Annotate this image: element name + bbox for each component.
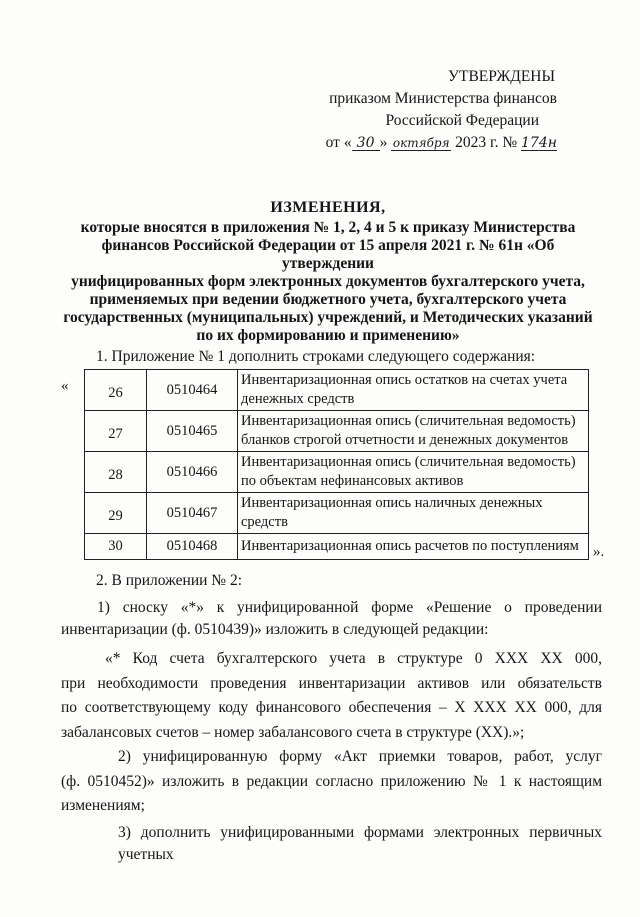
row-description: Инвентаризационная опись остатков на счетах учета денежных средств bbox=[238, 370, 589, 411]
approved-line2: Российской Федерации bbox=[385, 112, 539, 129]
title-line-2: финансов Российской Федерации от 15 апреля 2021 г. № 61н «Об утверждении bbox=[101, 237, 555, 272]
row-code: 0510467 bbox=[147, 493, 238, 534]
row-number: 28 bbox=[85, 452, 147, 493]
date-prefix: от « bbox=[325, 134, 352, 151]
row-code: 0510468 bbox=[147, 534, 238, 560]
footnote-text bbox=[61, 647, 602, 745]
title-line-4: применяемых при ведении бюджетного учета, бухгалтерского учета bbox=[89, 291, 567, 308]
subitem-2 bbox=[61, 745, 602, 819]
quote-close: ». bbox=[593, 544, 605, 560]
row-description: Инвентаризационная опись (сличительная ведомость) бланков строгой отчетности и денежных документов bbox=[238, 411, 589, 452]
table-row bbox=[85, 493, 589, 534]
item-1-text: 1. Приложение № 1 дополнить строками следующего содержания: bbox=[96, 348, 536, 365]
row-description: Инвентаризационная опись наличных денежных средств bbox=[238, 493, 589, 534]
handwritten-order-no: 174н bbox=[521, 135, 557, 151]
subitem-1 bbox=[61, 597, 602, 641]
table-row bbox=[85, 534, 589, 560]
row-number: 26 bbox=[85, 370, 147, 411]
row-number: 30 bbox=[85, 534, 147, 560]
footnote-line-2: при необходимости проведения инвентаризации активов или обязательств bbox=[61, 674, 602, 692]
row-description: Инвентаризационная опись расчетов по поступлениям bbox=[238, 534, 589, 560]
subitem-1-line-2: инвентаризации (ф. 0510439)» изложить в следующей редакции: bbox=[61, 621, 489, 638]
date-mid: » bbox=[379, 134, 388, 151]
footnote-line-1: «* Код счета бухгалтерского учета в структуре 0 XXX XX 000, bbox=[105, 650, 602, 667]
subitem-3-line-1: 3) дополнить унифицированными формами электронных первичных учетных bbox=[118, 824, 602, 863]
table-row bbox=[85, 370, 589, 411]
footnote-line-3: по соответствующему коду финансового обеспечения – X XXX XX 000, для bbox=[61, 699, 602, 716]
footnote-line-4: забалансовых счетов – номер забалансового счета в структуре (XX).»; bbox=[61, 723, 525, 741]
date-year: 2023 г. № bbox=[455, 134, 518, 151]
table-row bbox=[85, 411, 589, 452]
title-line-5: государственных (муниципальных) учреждений, и Методических указаний bbox=[63, 309, 593, 326]
row-description: Инвентаризационная опись (сличительная ведомость) по объектам нефинансовых активов bbox=[238, 452, 589, 493]
title-line-3: унифицированных форм электронных документов бухгалтерского учета, bbox=[71, 273, 585, 290]
subitem-1-line-1: 1) сноску «*» к унифицированной форме «Решение о проведении bbox=[97, 599, 602, 616]
forms-table bbox=[84, 369, 589, 560]
subitem-2-line-1: 2) унифицированную форму «Акт приемки товаров, работ, услуг bbox=[118, 748, 602, 765]
item-2-text: 2. В приложении № 2: bbox=[96, 572, 243, 589]
row-number: 27 bbox=[85, 411, 147, 452]
title-heading: ИЗМЕНЕНИЯ, bbox=[270, 199, 386, 216]
row-code: 0510464 bbox=[147, 370, 238, 411]
approved-line1: приказом Министерства финансов bbox=[329, 90, 557, 107]
subitem-2-line-2: (ф. 0510452)» изложить в редакции согласно приложению № 1 к настоящим bbox=[61, 772, 602, 790]
approved-date-line bbox=[326, 132, 557, 154]
row-number: 29 bbox=[85, 493, 147, 534]
title-line-6: по их формированию и применению» bbox=[196, 327, 460, 344]
approval-block bbox=[326, 66, 557, 154]
row-code: 0510466 bbox=[147, 452, 238, 493]
title-line-1: которые вносятся в приложения № 1, 2, 4 и 5 к приказу Министерства bbox=[80, 219, 576, 236]
document-title bbox=[60, 199, 596, 345]
approved-label: УТВЕРЖДЕНЫ bbox=[448, 68, 555, 85]
subitem-3 bbox=[61, 822, 602, 866]
subitem-2-line-3: изменениям; bbox=[61, 797, 145, 814]
row-code: 0510465 bbox=[147, 411, 238, 452]
handwritten-day: 30 bbox=[352, 136, 380, 151]
quote-open: « bbox=[61, 378, 69, 394]
table-row bbox=[85, 452, 589, 493]
handwritten-month: октября bbox=[392, 136, 450, 150]
